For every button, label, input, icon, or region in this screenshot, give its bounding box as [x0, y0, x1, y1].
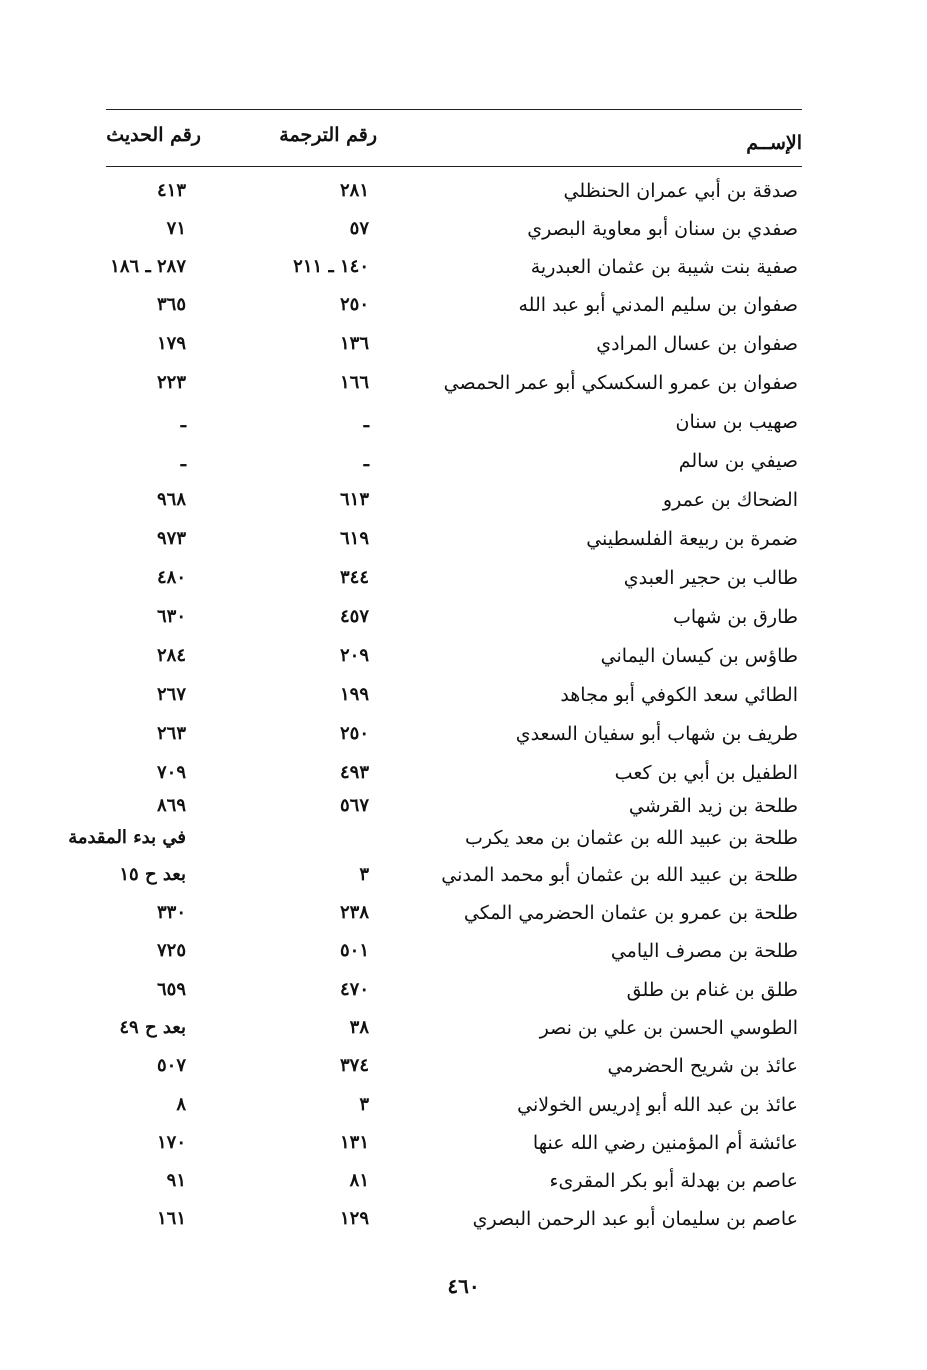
tarjama-number: ٣٧٤ — [339, 1055, 369, 1076]
index-row — [0, 902, 927, 940]
hadith-number: ـ — [180, 450, 186, 471]
index-row — [0, 218, 927, 256]
narrator-name: الضحاك بن عمرو — [662, 489, 798, 511]
hadith-number: ٨٦٩ — [156, 795, 186, 816]
narrator-name: صفوان بن عمرو السكسكي أبو عمر الحمصي — [443, 372, 798, 394]
hadith-number: ٤٨٠ — [156, 567, 186, 588]
tarjama-number: ٢٠٩ — [339, 645, 369, 666]
index-row — [0, 645, 927, 683]
narrator-name: عاصم بن سليمان أبو عبد الرحمن البصري — [472, 1208, 798, 1230]
narrator-name: عائذ بن شريح الحضرمي — [607, 1055, 798, 1077]
tarjama-number: ٥٧ — [349, 218, 369, 239]
tarjama-number: ٣٨ — [349, 1017, 369, 1038]
index-row — [0, 940, 927, 978]
tarjama-number: ١٣٦ — [339, 333, 369, 354]
hadith-number: ٩٧٣ — [156, 528, 186, 549]
hadith-number: ١٧٩ — [156, 333, 186, 354]
hadith-number: في بدء المقدمة — [68, 827, 186, 848]
narrator-name: الطفيل بن أبي بن كعب — [614, 762, 798, 784]
index-row — [0, 1208, 927, 1246]
narrator-name: طلحة بن زيد القرشي — [628, 795, 798, 817]
narrator-name: عائذ بن عبد الله أبو إدريس الخولاني — [517, 1094, 798, 1116]
tarjama-number: ـ — [363, 411, 369, 432]
index-row — [0, 1017, 927, 1055]
index-row — [0, 1055, 927, 1093]
narrator-name: صيفي بن سالم — [678, 450, 798, 472]
hadith-number: ٧١ — [166, 218, 186, 239]
tarjama-number: ٤٩٣ — [339, 762, 369, 783]
index-row — [0, 567, 927, 605]
hadith-number: بعد ح ١٥ — [119, 864, 186, 885]
tarjama-number: ١٤٠ ـ ٢١١ — [293, 256, 369, 277]
header-tarjama-number: رقم الترجمة — [279, 124, 377, 146]
hadith-number: ٢٢٣ — [156, 372, 186, 393]
hadith-number: ٢٨٧ ـ ١٨٦ — [110, 256, 186, 277]
index-row — [0, 827, 927, 865]
index-row — [0, 333, 927, 371]
index-row — [0, 528, 927, 566]
hadith-number: ٤١٣ — [156, 180, 186, 201]
narrator-name: طلق بن غنام بن طلق — [626, 979, 798, 1001]
index-row — [0, 684, 927, 722]
index-row — [0, 294, 927, 332]
hadith-number: ٣٣٠ — [156, 902, 186, 923]
index-row — [0, 180, 927, 218]
tarjama-number: ١٣١ — [339, 1132, 369, 1153]
hadith-number: ٨ — [176, 1094, 186, 1115]
hadith-number: ـ — [180, 411, 186, 432]
narrator-name: طلحة بن عبيد الله بن عثمان أبو محمد المدني — [441, 864, 798, 886]
hadith-number: ٦٥٩ — [156, 979, 186, 1000]
hadith-number: ٢٨٤ — [156, 645, 186, 666]
narrator-name: طلحة بن عبيد الله بن عثمان بن معد يكرب — [464, 827, 798, 849]
narrator-name: طلحة بن عمرو بن عثمان الحضرمي المكي — [463, 902, 798, 924]
tarjama-number: ٤٥٧ — [339, 606, 369, 627]
index-row — [0, 864, 927, 902]
hadith-number: بعد ح ٤٩ — [119, 1017, 186, 1038]
hadith-number: ١٦١ — [156, 1208, 186, 1229]
index-row — [0, 723, 927, 761]
tarjama-number: ٣ — [359, 1094, 369, 1115]
index-row — [0, 979, 927, 1017]
tarjama-number: ٤٧٠ — [339, 979, 369, 1000]
narrator-name: صفوان بن سليم المدني أبو عبد الله — [518, 294, 798, 316]
index-row — [0, 1094, 927, 1132]
narrator-name: صهيب بن سنان — [675, 411, 798, 433]
hadith-number: ٩٦٨ — [156, 489, 186, 510]
narrator-name: طارق بن شهاب — [672, 606, 798, 628]
index-row — [0, 372, 927, 410]
index-row — [0, 489, 927, 527]
narrator-name: ضمرة بن ربيعة الفلسطيني — [586, 528, 798, 550]
tarjama-number: ١٢٩ — [339, 1208, 369, 1229]
header-hadith-number: رقم الحديث — [106, 124, 201, 146]
tarjama-number: ٥٠١ — [339, 940, 369, 961]
top-rule — [106, 109, 802, 110]
narrator-name: صفوان بن عسال المرادي — [596, 333, 798, 355]
hadith-number: ٣٦٥ — [156, 294, 186, 315]
narrator-name: عاصم بن بهدلة أبو بكر المقرىء — [549, 1170, 798, 1192]
narrator-name: صفدي بن سنان أبو معاوية البصري — [527, 218, 798, 240]
index-row — [0, 256, 927, 294]
narrator-name: صفية بنت شيبة بن عثمان العبدرية — [530, 256, 798, 278]
narrator-name: عائشة أم المؤمنين رضي الله عنها — [532, 1132, 798, 1154]
hadith-number: ٢٦٣ — [156, 723, 186, 744]
tarjama-number: ١٦٦ — [339, 372, 369, 393]
narrator-name: طاؤس بن كيسان اليماني — [600, 645, 798, 667]
hadith-number: ٧٠٩ — [156, 762, 186, 783]
hadith-number: ٩١ — [166, 1170, 186, 1191]
tarjama-number: ٦١٩ — [339, 528, 369, 549]
index-row — [0, 1170, 927, 1208]
index-row — [0, 606, 927, 644]
tarjama-number: ١٩٩ — [339, 684, 369, 705]
tarjama-number: ٢٣٨ — [339, 902, 369, 923]
header-name: الإســم — [746, 132, 802, 154]
hadith-number: ٧٢٥ — [156, 940, 186, 961]
hadith-number: ٢٦٧ — [156, 684, 186, 705]
tarjama-number: ٨١ — [349, 1170, 369, 1191]
header-rule — [106, 166, 802, 167]
narrator-name: الطوسي الحسن بن علي بن نصر — [539, 1017, 798, 1039]
tarjama-number: ٢٥٠ — [339, 294, 369, 315]
tarjama-number: ٢٨١ — [339, 180, 369, 201]
tarjama-number: ٢٥٠ — [339, 723, 369, 744]
narrator-name: طلحة بن مصرف اليامي — [610, 940, 798, 962]
narrator-name: طريف بن شهاب أبو سفيان السعدي — [515, 723, 798, 745]
hadith-number: ١٧٠ — [156, 1132, 186, 1153]
narrator-name: طالب بن حجير العبدي — [623, 567, 798, 589]
index-row — [0, 1132, 927, 1170]
tarjama-number: ٥٦٧ — [339, 795, 369, 816]
index-row — [0, 411, 927, 449]
narrator-name: الطائي سعد الكوفي أبو مجاهد — [560, 684, 798, 706]
hadith-number: ٦٣٠ — [156, 606, 186, 627]
hadith-number: ٥٠٧ — [156, 1055, 186, 1076]
tarjama-number: ٣ — [359, 864, 369, 885]
tarjama-number: ـ — [363, 450, 369, 471]
page-number: ٤٦٠ — [447, 1274, 480, 1298]
tarjama-number: ٦١٣ — [339, 489, 369, 510]
narrator-name: صدقة بن أبي عمران الحنظلي — [563, 180, 798, 202]
tarjama-number: ٣٤٤ — [339, 567, 369, 588]
index-row — [0, 450, 927, 488]
